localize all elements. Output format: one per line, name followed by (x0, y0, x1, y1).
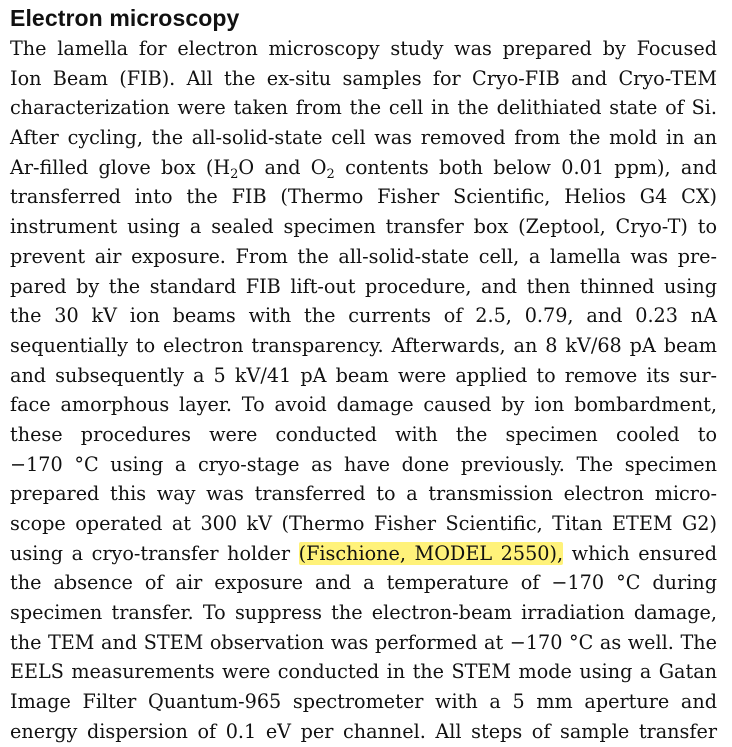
o2-subscript: 2 (326, 166, 335, 182)
watermark (2, 727, 100, 743)
text-run-before-highlight: using a cryo-transfer holder (10, 541, 299, 565)
text-line-24: energy dispersion of 0.1 eV per channel. All steps of sample transfer (10, 719, 717, 743)
text-line-9: pared by the standard FIB lift-out procedure, and then thinned using (10, 274, 717, 298)
text-line-18 (10, 539, 717, 569)
text-line-6: transferred into the FIB (Thermo Fisher Scientific, Helios G4 CX) (10, 185, 717, 209)
text-run-h2o-prefix: Ar-filled glove box (H (10, 155, 231, 179)
text-line-17: scope operated at 300 kV (Thermo Fisher Scientific, Titan ETEM G2) (10, 512, 717, 535)
text-line-20: specimen transfer. To suppress the electron-beam irradiation damage, (10, 601, 717, 625)
section-title: Electron microscopy (10, 5, 240, 31)
highlighted-text: (Fischione, MODEL 2550), (298, 541, 564, 565)
text-line-2: Ion Beam (FIB). All the ex-situ samples for Cryo-FIB and Cryo-TEM (10, 66, 717, 90)
paper-section (10, 4, 717, 747)
text-line-8: prevent air exposure. From the all-solid-state cell, a lamella was pre- (10, 244, 717, 268)
text-line-13: face amorphous layer. To avoid damage caused by ion bombardment, (10, 393, 717, 417)
h2o-subscript: 2 (230, 166, 239, 182)
text-line-22: EELS measurements were conducted in the STEM mode using a Gatan (10, 660, 717, 684)
text-run-after-highlight: which ensured (563, 541, 718, 565)
text-line-10: the 30 kV ion beams with the currents of 2.5, 0.79, and 0.23 nA (10, 304, 717, 328)
text-line-23: Image Filter Quantum-965 spectrometer with a 5 mm aperture and (10, 690, 717, 714)
text-line-7: instrument using a sealed specimen transfer box (Zeptool, Cryo-T) to (10, 215, 717, 239)
text-run-o2-suffix: contents both below 0.01 ppm), and (334, 155, 718, 179)
text-line-19: the absence of air exposure and a temperature of −170 °C during (10, 571, 717, 595)
text-run-o2-prefix: O and O (238, 155, 327, 179)
text-line-3: characterization were taken from the cell in the delithiated state of Si. (10, 96, 717, 120)
text-line-21: the TEM and STEM observation was performed at −170 °C as well. The (10, 630, 717, 654)
text-line-15: −170 °C using a cryo-stage as have done previously. The specimen (10, 452, 717, 476)
text-line-12: and subsequently a 5 kV/41 pA beam were applied to remove its sur- (10, 363, 717, 387)
text-line-14: these procedures were conducted with the specimen cooled to (10, 422, 717, 446)
text-line-1: The lamella for electron microscopy study was prepared by Focused (10, 37, 717, 60)
text-line-5 (10, 153, 717, 183)
text-line-11: sequentially to electron transparency. Afterwards, an 8 kV/68 pA beam (10, 333, 717, 357)
body-paragraph (10, 34, 717, 747)
text-line-16: prepared this way was transferred to a transmission electron micro- (10, 482, 717, 506)
text-line-4: After cycling, the all-solid-state cell was removed from the mold in an (10, 126, 717, 150)
